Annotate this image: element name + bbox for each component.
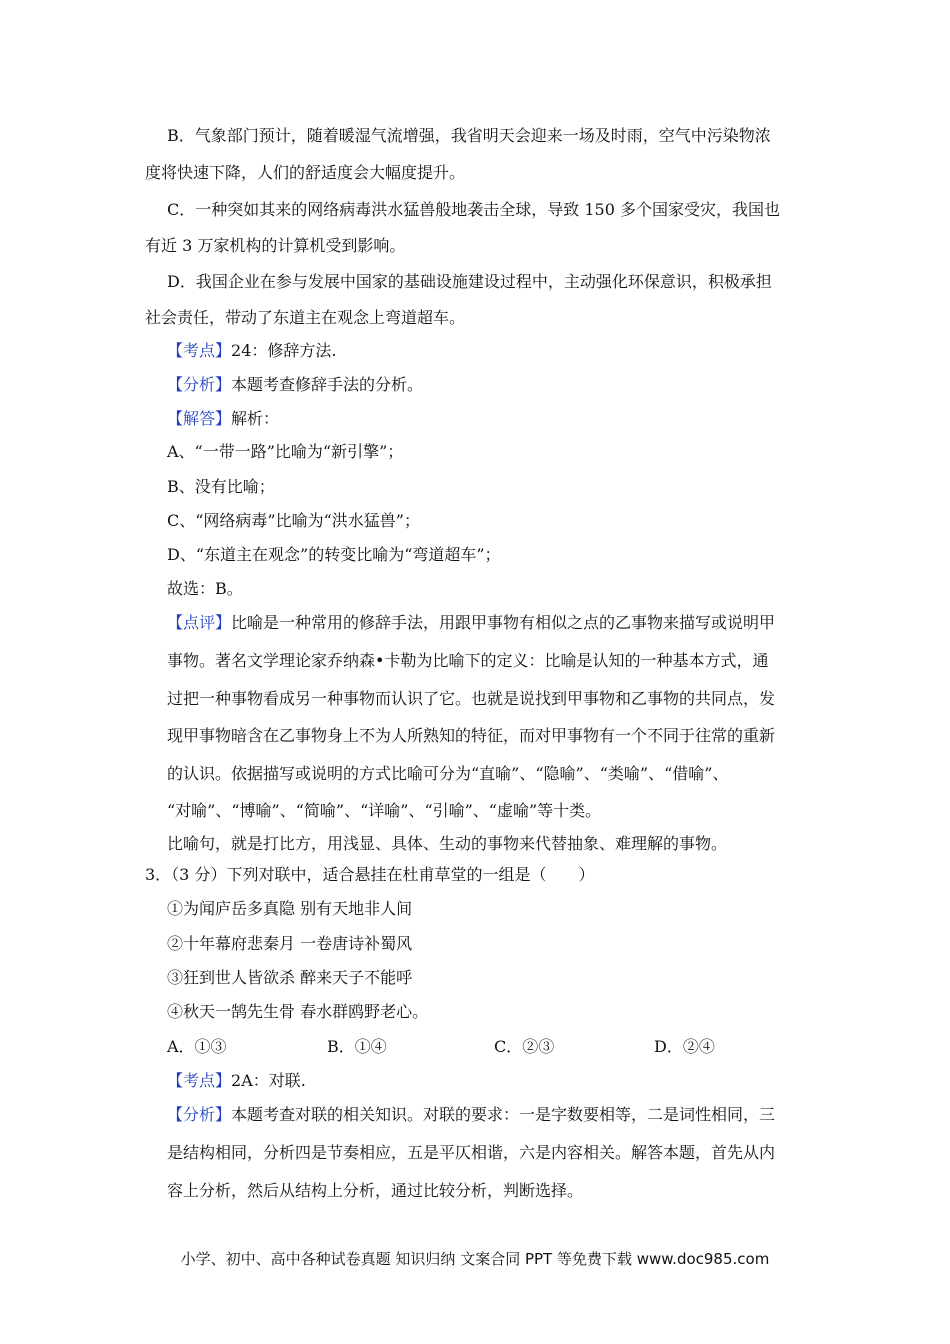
option-d-line2: 社会责任，带动了东道主在观念上弯道超车。 (145, 308, 466, 327)
choice-a: A．①③ (167, 1037, 227, 1056)
answer-line: C、“网络病毒”比喻为“洪水猛兽”； (167, 511, 420, 530)
option-c-line1: C．一种突如其来的网络病毒洪水猛兽般地袭击全球，导致 150 多个国家受灾，我国也 (167, 200, 780, 219)
q3-fenxi (167, 1105, 775, 1125)
dianping-line: 事物。著名文学理论家乔纳森•卡勒为比喻下的定义：比喻是认知的一种基本方式，通 (167, 651, 769, 670)
option-b-line2: 度将快速下降，人们的舒适度会大幅度提升。 (145, 163, 466, 182)
couplet: ③狂到世人皆欲杀 醉来天子不能呼 (167, 968, 413, 987)
couplet: ②十年幕府悲秦月 一卷唐诗补蜀风 (167, 934, 413, 953)
q2-fenxi (167, 375, 423, 395)
dianping-line: 现甲事物暗含在乙事物身上不为人所熟知的特征，而对甲事物有一个不同于往常的重新 (167, 726, 776, 745)
kaodian-tag: 【考点】 (167, 1071, 232, 1090)
choice-d: D．②④ (654, 1037, 715, 1056)
q3-choices (167, 1037, 787, 1057)
dianping-last-line: 比喻句，就是打比方，用浅显、具体、生动的事物来代替抽象、难理解的事物。 (167, 834, 728, 853)
fenxi-text: 本题考查对联的相关知识。对联的要求：一是字数要相等，二是词性相同，三 (231, 1105, 776, 1124)
choice-c: C．②③ (494, 1037, 555, 1056)
q3-stem: 3．（3 分）下列对联中，适合悬挂在杜甫草堂的一组是（ ） (145, 865, 595, 884)
fenxi-tag: 【分析】 (167, 375, 232, 394)
couplet: ④秋天一鹄先生骨 春水群鸥野老心。 (167, 1002, 429, 1021)
page-footer: 小学、初中、高中各种试卷真题 知识归纳 文案合同 PPT 等免费下载 www.doc985.com (180, 1250, 770, 1268)
q3-kaodian (167, 1071, 306, 1091)
fenxi-line: 是结构相同，分析四是节奏相应，五是平仄相谐，六是内容相关。解答本题，首先从内 (167, 1143, 776, 1162)
dianping-line: 过把一种事物看成另一种事物而认识了它。也就是说找到甲事物和乙事物的共同点，发 (167, 689, 776, 708)
choice-b: B．①④ (327, 1037, 387, 1056)
fenxi-tag: 【分析】 (167, 1105, 232, 1124)
dianping-line: 的认识。依据描写或说明的方式比喻可分为“直喻”、“隐喻”、“类喻”、“借喻”、 (167, 764, 729, 783)
kaodian-tag: 【考点】 (167, 341, 232, 360)
answer-line: B、没有比喻； (167, 477, 275, 496)
q2-kaodian (167, 341, 336, 361)
q2-jieda (167, 409, 279, 429)
jieda-text: 解析： (231, 409, 280, 428)
kaodian-text: 24：修辞方法. (231, 341, 337, 360)
kaodian-text: 2A：对联. (231, 1071, 306, 1090)
q2-dianping (167, 613, 775, 633)
answer-line: 故选：B。 (167, 579, 243, 598)
answer-line: D、“东道主在观念”的转变比喻为“弯道超车”； (167, 545, 501, 564)
option-b-line1: B．气象部门预计，随着暖湿气流增强，我省明天会迎来一场及时雨，空气中污染物浓 (167, 126, 771, 145)
fenxi-line: 容上分析，然后从结构上分析，通过比较分析，判断选择。 (167, 1181, 584, 1200)
dianping-text: 比喻是一种常用的修辞手法，用跟甲事物有相似之点的乙事物来描写或说明甲 (231, 613, 776, 632)
dianping-line: “对喻”、“博喻”、“简喻”、“详喻”、“引喻”、“虚喻”等十类。 (167, 801, 602, 820)
couplet: ①为闻庐岳多真隐 别有天地非人间 (167, 899, 413, 918)
option-c-line2: 有近 3 万家机构的计算机受到影响。 (145, 236, 406, 255)
dianping-tag: 【点评】 (167, 613, 232, 632)
answer-line: A、“一带一路”比喻为“新引擎”； (167, 442, 404, 461)
fenxi-text: 本题考查修辞手法的分析。 (231, 375, 424, 394)
jieda-tag: 【解答】 (167, 409, 232, 428)
option-d-line1: D．我国企业在参与发展中国家的基础设施建设过程中，主动强化环保意识，积极承担 (167, 272, 772, 291)
